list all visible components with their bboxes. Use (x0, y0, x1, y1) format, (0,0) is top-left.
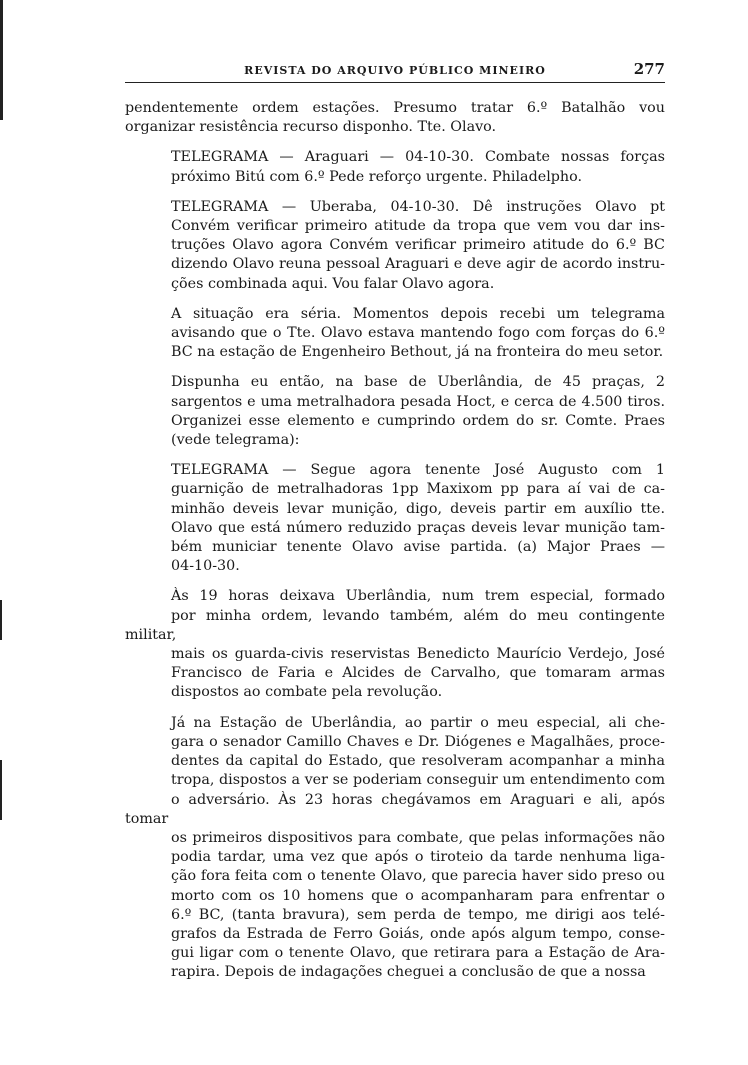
text-line: dizendo Olavo reuna pessoal Araguari e deve agir de acordo instru- (171, 256, 665, 273)
text-line: bém municiar tenente Olavo avise partida. (a) Major Praes — (171, 539, 665, 556)
text-line: TELEGRAMA — Araguari — 04-10-30. Combate nossas forças (171, 149, 665, 166)
paragraph (125, 714, 665, 983)
text-line: Já na Estação de Uberlândia, ao partir o meu especial, ali che- (171, 714, 665, 731)
text-line: ções combinada aqui. Vou falar Olavo agora. (171, 275, 495, 292)
paragraph (125, 99, 665, 137)
binding-edge-mark (0, 0, 3, 120)
binding-edge-mark (0, 760, 2, 820)
text-line: truções Olavo agora Convém verificar primeiro atitude do 6.º BC (171, 237, 665, 254)
paragraph (125, 587, 665, 702)
text-line: os primeiros dispositivos para combate, que pelas informações não (171, 829, 665, 846)
text-line: o adversário. Às 23 horas chegávamos em Araguari e ali, após tomar (125, 791, 665, 827)
paragraph (125, 461, 665, 576)
text-line: A situação era séria. Momentos depois recebi um telegrama (171, 305, 665, 322)
text-line: gui ligar com o tenente Olavo, que retirara para a Estação de Ara- (171, 945, 665, 962)
text-line: Francisco de Faria e Alcides de Carvalho, que tomaram armas (171, 665, 665, 682)
binding-edge-mark (0, 600, 2, 640)
text-line: Dispunha eu então, na base de Uberlândia, de 45 praças, 2 (171, 374, 665, 391)
paragraph (125, 198, 665, 294)
text-line: (vede telegrama): (171, 432, 300, 449)
text-line: podia tardar, uma vez que após o tiroteio da tarde nenhuma liga- (171, 849, 665, 866)
text-line: rapira. Depois de indagações cheguei a conclusão de que a nossa (171, 964, 646, 981)
text-line: 04-10-30. (171, 558, 240, 575)
text-line: tropa, dispostos a ver se poderiam conseguir um entendimento com (171, 772, 665, 789)
page-body (125, 99, 665, 983)
text-line: sargentos e uma metralhadora pesada Hoct, e cerca de 4.500 tiros. (171, 393, 665, 410)
text-line: morto com os 10 homens que o acompanharam para enfrentar o (171, 887, 665, 904)
text-line: TELEGRAMA — Uberaba, 04-10-30. Dê instruções Olavo pt (171, 198, 665, 215)
text-line: ção fora feita com o tenente Olavo, que parecia haver sido preso ou (171, 868, 665, 885)
text-line: minhão deveis levar munição, digo, deveis partir em auxílio tte. (171, 500, 665, 517)
text-line: por minha ordem, levando também, além do meu contingente militar, (125, 607, 665, 643)
text-line: Às 19 horas deixava Uberlândia, num trem especial, formado (171, 588, 665, 605)
text-line: BC na estação de Engenheiro Bethout, já na fronteira do meu setor. (171, 344, 664, 361)
page-number: 277 (633, 60, 665, 78)
text-line: organizar resistência recurso disponho. Tte. Olavo. (125, 119, 497, 136)
text-line: Convém verificar primeiro atitude da tropa que vem vou dar ins- (171, 218, 665, 235)
text-line: próximo Bitú com 6.º Pede reforço urgente. Philadelpho. (171, 168, 583, 185)
text-line: dispostos ao combate pela revolução. (171, 684, 443, 701)
text-line: mais os guarda-civis reservistas Benedicto Maurício Verdejo, José (171, 646, 665, 663)
text-line: TELEGRAMA — Segue agora tenente José Augusto com 1 (171, 462, 665, 479)
text-line: pendentemente ordem estações. Presumo tratar 6.º Batalhão vou (125, 100, 665, 116)
paragraph (125, 373, 665, 450)
paragraph (125, 305, 665, 363)
page-header (125, 52, 665, 83)
paragraph (125, 148, 665, 186)
text-line: dentes da capital do Estado, que resolveram acompanhar a minha (171, 753, 665, 770)
text-line: guarnição de metralhadoras 1pp Maxixom pp para aí vai de ca- (171, 481, 665, 498)
text-line: grafos da Estrada de Ferro Goiás, onde após algum tempo, conse- (171, 925, 665, 942)
document-page (125, 52, 665, 994)
text-line: 6.º BC, (tanta bravura), sem perda de tempo, me dirigi aos telé- (171, 906, 665, 923)
text-line: Olavo que está número reduzido praças deveis levar munição tam- (171, 519, 665, 536)
running-head: REVISTA DO ARQUIVO PÚBLICO MINEIRO (244, 64, 546, 77)
text-line: Organizei esse elemento e cumprindo ordem do sr. Comte. Praes (171, 412, 665, 429)
text-line: gara o senador Camillo Chaves e Dr. Diógenes e Magalhães, proce- (171, 733, 665, 750)
text-line: avisando que o Tte. Olavo estava mantendo fogo com forças do 6.º (171, 325, 665, 342)
